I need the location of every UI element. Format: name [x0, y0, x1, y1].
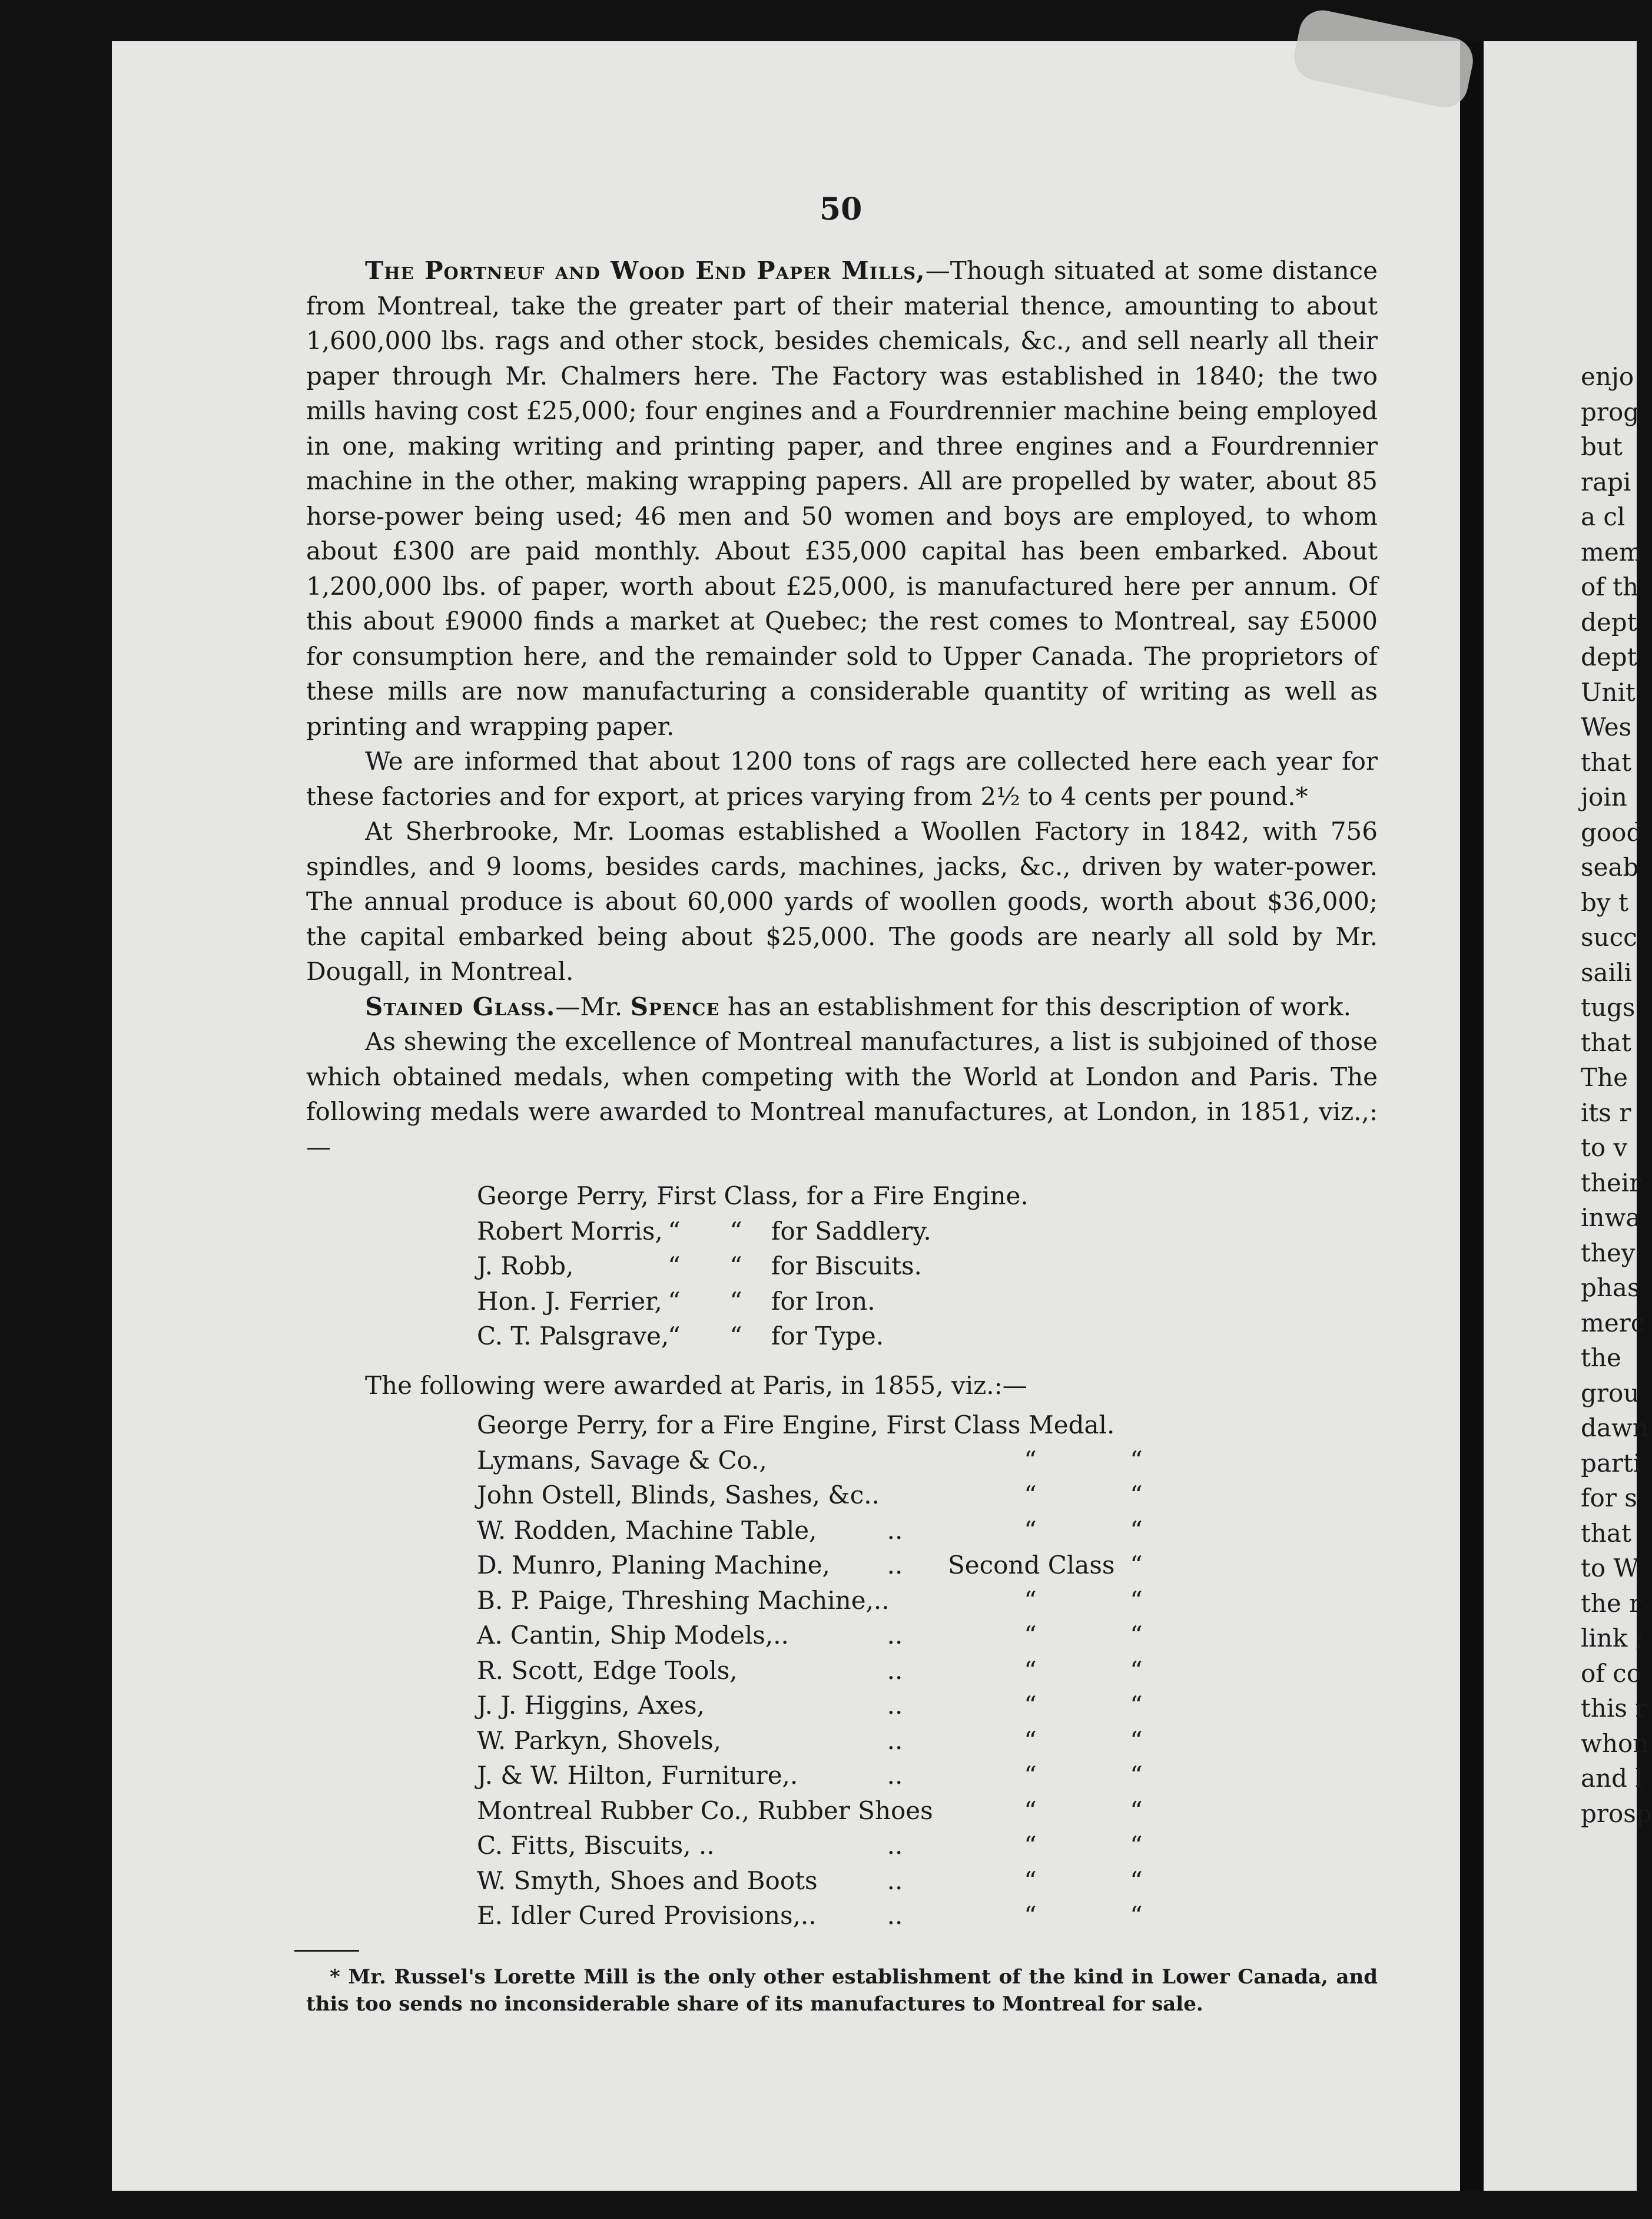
right-page-line: prog — [1581, 397, 1640, 426]
right-page-line: phas — [1581, 1273, 1640, 1302]
medal-name: Montreal Rubber Co., Rubber Shoes — [477, 1796, 933, 1825]
right-page-line: and l — [1581, 1764, 1643, 1793]
medal-name: R. Scott, Edge Tools, — [477, 1655, 738, 1685]
medal-name: B. P. Paige, Threshing Machine,.. — [477, 1585, 890, 1615]
leader-dots: .. — [887, 1761, 903, 1790]
right-page-line: that — [1581, 747, 1631, 777]
ditto-mark: “ — [729, 1216, 742, 1246]
right-page-line: grou — [1581, 1378, 1640, 1407]
medal-item: for Type. — [771, 1322, 884, 1350]
ditto-mark: “ — [1130, 1585, 1143, 1615]
ditto-mark: “ — [729, 1322, 742, 1350]
ditto-mark: “ — [729, 1286, 742, 1316]
ditto-mark: “ — [1024, 1866, 1037, 1895]
ditto-mark: “ — [1024, 1655, 1037, 1685]
right-page-line: its r — [1581, 1098, 1631, 1127]
page-body — [306, 253, 1378, 2018]
ditto-mark: “ — [1024, 1901, 1037, 1930]
medal-name: D. Munro, Planing Machine, — [477, 1551, 830, 1579]
medal-item: for Iron. — [771, 1286, 875, 1316]
medal-name: E. Idler Cured Provisions,.. — [477, 1901, 817, 1930]
ditto-mark: “ — [1130, 1866, 1143, 1895]
medal-name: J. Robb, — [477, 1251, 574, 1280]
list-item — [477, 1443, 1378, 1478]
ditto-mark: “ — [1130, 1901, 1143, 1930]
right-page-line: enjo — [1581, 362, 1634, 391]
paragraph-text: —Though situated at some distance from Montreal, take the greater part of their material thence, amounting to about 1,600,000 lbs. rags and other stock, besides chemicals, &c., and sell nearly all their paper through Mr. Chalmers here. The Factory was established in 1840; the two mills having cost £25,000; four engines and a Fourdrennier machine being employed in one, making writing and printing paper, and three engines and a Fourdrennier machine in the other, making wrapping papers. All are propelled by water, about 85 horse-power being used; 46 men and 50 women and boys are employed, to whom about £300 are paid monthly. About £35,000 capital has been embarked. About 1,200,000 lbs. of paper, worth about £25,000, is manufactured here per annum. Of this about £9000 finds a market at Quebec; the rest comes to Montreal, say £5000 for consumption here, and the remainder sold to Upper Canada. The proprietors of these mills are now manufacturing a considerable quantity of writing as well as printing and wrapping paper. — [306, 256, 1378, 741]
list-item — [477, 1828, 1378, 1863]
right-page-line: prosp — [1581, 1799, 1652, 1828]
right-page-line: good — [1581, 817, 1643, 847]
ditto-mark: “ — [668, 1286, 681, 1316]
leader-dots: .. — [887, 1831, 903, 1860]
right-page-line: to v — [1581, 1133, 1628, 1162]
ditto-mark: “ — [1024, 1796, 1037, 1825]
list-item — [477, 1407, 1378, 1443]
leader-dots — [842, 1793, 948, 1829]
ditto-mark: “ — [1130, 1831, 1143, 1860]
list-item — [477, 1248, 1378, 1284]
ditto-mark: “ — [1024, 1691, 1037, 1720]
leader-dots: .. — [887, 1655, 903, 1685]
right-page-line: succ — [1581, 923, 1637, 952]
right-page-line: seab — [1581, 853, 1639, 882]
medal-name: C. Fitts, Biscuits, .. — [477, 1831, 715, 1860]
leader-dots: .. — [887, 1621, 903, 1650]
right-page-line: that — [1581, 1518, 1631, 1548]
right-page-line: dept — [1581, 607, 1637, 637]
leader-dots: .. — [887, 1551, 903, 1579]
leader-dots: .. — [887, 1691, 903, 1720]
list-item — [477, 1723, 1378, 1758]
right-page-line: their — [1581, 1168, 1641, 1197]
right-page-line: the — [1581, 1343, 1621, 1372]
ditto-mark: “ — [1024, 1761, 1037, 1790]
right-page-line: to W — [1581, 1554, 1639, 1582]
leader-dots: .. — [887, 1866, 903, 1895]
leader-dots: .. — [887, 1901, 903, 1930]
right-page-text — [1581, 359, 1652, 1831]
list-item — [477, 1583, 1378, 1618]
right-page-line: dept — [1581, 642, 1637, 671]
paragraph-paris-intro: The following were awarded at Paris, in 1855, viz.:— — [365, 1370, 1027, 1400]
right-page-line: they — [1581, 1238, 1636, 1267]
list-item — [477, 1793, 1378, 1829]
right-page-line: whon — [1581, 1728, 1649, 1758]
right-page-line: tugs — [1581, 993, 1636, 1022]
list-item — [477, 1688, 1378, 1723]
right-page-line: that — [1581, 1028, 1631, 1057]
footnote: * Mr. Russel's Lorette Mill is the only other establishment of the kind in Lower Canada, and this too sends no inconsiderable share of its manufactures to Montreal for sale. — [306, 1965, 1378, 2016]
ditto-mark: “ — [1024, 1515, 1037, 1545]
right-page-line: join — [1581, 783, 1627, 812]
leader-dots — [842, 1443, 948, 1478]
leader-dots: .. — [887, 1725, 903, 1755]
list-item — [477, 1478, 1378, 1513]
right-page-line: parti — [1581, 1448, 1641, 1478]
paragraph-text: has an establishment for this description of work. — [719, 992, 1351, 1021]
list-item — [477, 1653, 1378, 1688]
paragraph-stained-glass — [306, 989, 1378, 1025]
right-page-line: this r — [1581, 1694, 1647, 1723]
ditto-mark: “ — [1130, 1725, 1143, 1755]
section-heading: The Portneuf and Wood End Paper Mills, — [365, 256, 925, 285]
medal-name: Hon. J. Ferrier, — [477, 1286, 662, 1316]
ditto-mark: Second Class — [948, 1551, 1115, 1579]
paragraph-rags: We are informed that about 1200 tons of rags are collected here each year for these factories and for export, at prices varying from 2½ to 4 cents per pound.* — [306, 747, 1378, 811]
ditto-mark: “ — [668, 1216, 681, 1246]
right-page-line: mem — [1581, 537, 1643, 567]
medal-name: George Perry, for a Fire Engine, First Class Medal. — [477, 1410, 1115, 1439]
list-item — [477, 1863, 1378, 1899]
paragraph-text: —Mr. — [555, 992, 631, 1021]
medal-name: W. Smyth, Shoes and Boots — [477, 1866, 818, 1895]
right-page-line: dawn — [1581, 1413, 1648, 1442]
medal-name: J. & W. Hilton, Furniture,. — [477, 1761, 798, 1790]
medal-class: First Class, — [656, 1181, 799, 1210]
right-page-line: link ; — [1581, 1624, 1644, 1652]
paragraph-medals-intro: As shewing the excellence of Montreal manufactures, a list is subjoined of those which obtained medals, when competing with the World at London and Paris. The following medals were awarded to Montreal manufactures, at London, in 1851, viz.,:— — [306, 1027, 1378, 1161]
right-page-line: a cl — [1581, 502, 1626, 531]
ditto-mark: “ — [1130, 1445, 1143, 1475]
right-page-line: but — [1581, 432, 1623, 461]
paragraph-sherbrooke: At Sherbrooke, Mr. Loomas established a Woollen Factory in 1842, with 756 spindles, and 9 looms, besides cards, machines, jacks, &c., driven by water-power. The annual produce is about 60,000 yards of woollen goods, worth about $36,000; the capital embarked being about $25,000. The goods are nearly all sold by Mr. Dougall, in Montreal. — [306, 817, 1378, 986]
ditto-mark: “ — [1024, 1621, 1037, 1650]
page-number: 50 — [820, 191, 863, 227]
medal-item: for Saddlery. — [771, 1216, 931, 1246]
paris-medals-list — [477, 1407, 1378, 1933]
right-page-line: by t — [1581, 887, 1628, 917]
ditto-mark: “ — [1130, 1761, 1143, 1790]
ditto-mark: “ — [1130, 1691, 1143, 1720]
list-item — [477, 1758, 1378, 1793]
list-item — [477, 1319, 1378, 1354]
medal-item: for a Fire Engine. — [806, 1181, 1029, 1210]
right-page-line: Unit — [1581, 677, 1636, 707]
medal-name: A. Cantin, Ship Models,.. — [477, 1621, 789, 1650]
paragraph-paper-mills — [306, 253, 1378, 744]
medal-name: J. J. Higgins, Axes, — [477, 1691, 705, 1720]
ditto-mark: “ — [1024, 1585, 1037, 1615]
leader-dots — [842, 1478, 948, 1513]
medal-name: C. T. Palsgrave, — [477, 1322, 669, 1350]
ditto-mark: “ — [1130, 1621, 1143, 1650]
right-page-line: of th — [1581, 572, 1639, 601]
medal-name: John Ostell, Blinds, Sashes, &c.. — [477, 1481, 880, 1509]
ditto-mark: “ — [1130, 1481, 1143, 1509]
leader-dots — [842, 1583, 948, 1618]
medal-name: Lymans, Savage & Co., — [477, 1445, 767, 1475]
right-page-line: rapi — [1581, 467, 1631, 496]
list-item — [477, 1618, 1378, 1653]
person-name: Spence — [630, 992, 720, 1021]
ditto-mark: “ — [729, 1251, 742, 1280]
right-page-line: merc — [1581, 1308, 1645, 1337]
medal-name: Robert Morris, — [477, 1216, 663, 1246]
medal-name: George Perry, — [477, 1181, 649, 1210]
list-item — [477, 1284, 1378, 1319]
list-item — [477, 1178, 1378, 1214]
ditto-mark: “ — [1130, 1551, 1143, 1579]
page-gutter — [1460, 41, 1484, 2191]
right-page-line: the r — [1581, 1588, 1641, 1618]
medal-item: for Biscuits. — [771, 1251, 922, 1280]
right-page-line: Wes — [1581, 713, 1632, 741]
london-medals-list — [477, 1178, 1378, 1354]
leader-dots: .. — [887, 1515, 903, 1545]
ditto-mark: “ — [1024, 1831, 1037, 1860]
ditto-mark: “ — [668, 1322, 681, 1350]
right-page-line: of co — [1581, 1658, 1641, 1688]
list-item — [477, 1214, 1378, 1249]
medal-name: W. Parkyn, Shovels, — [477, 1725, 721, 1755]
medal-name: W. Rodden, Machine Table, — [477, 1515, 817, 1545]
list-item — [477, 1898, 1378, 1933]
right-page-line: inwa — [1581, 1203, 1641, 1232]
ditto-mark: “ — [1130, 1655, 1143, 1685]
ditto-mark: “ — [1024, 1725, 1037, 1755]
right-page-line: for s — [1581, 1483, 1637, 1512]
ditto-mark: “ — [1130, 1515, 1143, 1545]
list-item — [477, 1548, 1378, 1583]
ditto-mark: “ — [1024, 1481, 1037, 1509]
right-page-line: The — [1581, 1063, 1628, 1092]
right-page-line: saili — [1581, 958, 1632, 987]
ditto-mark: “ — [668, 1251, 681, 1280]
list-item — [477, 1513, 1378, 1548]
section-heading: Stained Glass. — [365, 992, 556, 1021]
ditto-mark: “ — [1024, 1445, 1037, 1475]
ditto-mark: “ — [1130, 1796, 1143, 1825]
footnote-rule — [294, 1950, 359, 1952]
